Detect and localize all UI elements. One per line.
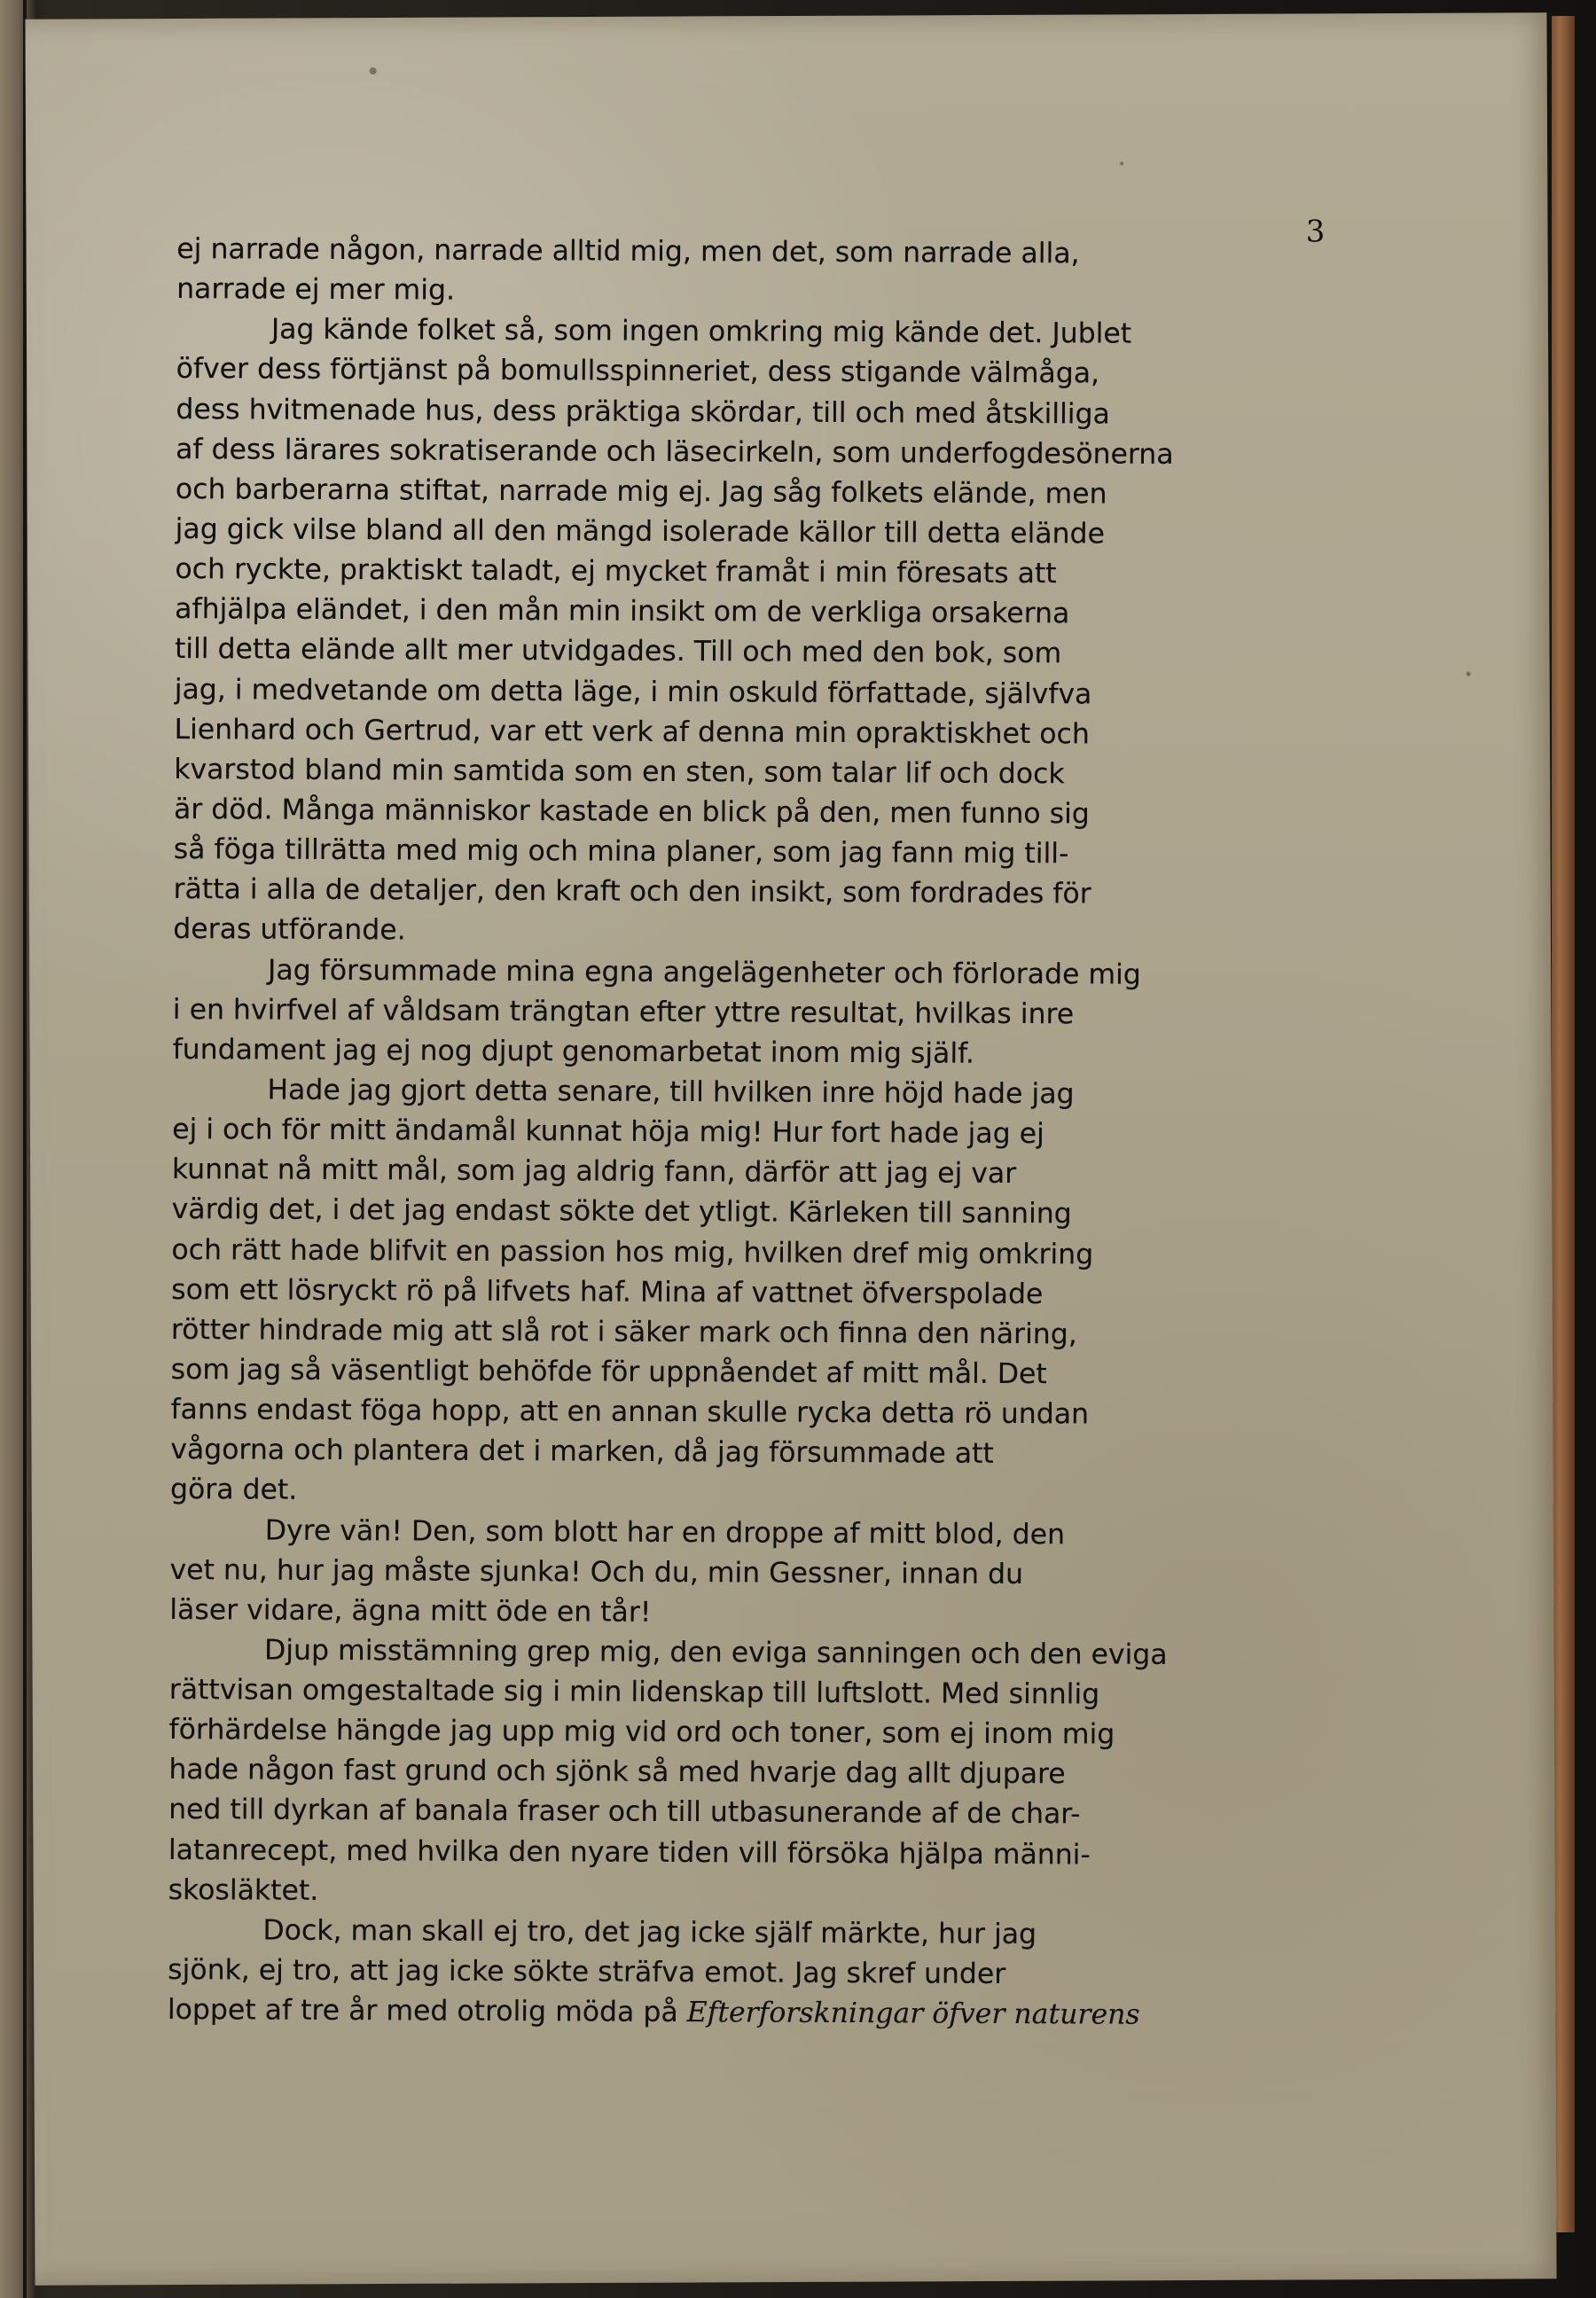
text-line: Jag försummade mina egna angelägenheter och förlorade mig [268,954,1141,991]
text-line: förhärdelse hängde jag upp mig vid ord och toner, som ej inom mig [168,1714,1115,1751]
text-line: afhjälpa eländet, i den mån min insikt om de verkliga orsakerna [175,593,1070,630]
text-line: rätta i alla de detaljer, den kraft och den insikt, som fordrades för [173,873,1091,911]
text-line: rättvisan omgestaltade sig i min lidenskap till luftslott. Med sinnlig [168,1674,1100,1711]
page-right-edge [1552,16,1575,2232]
page-number: 3 [1305,214,1326,250]
text-line: fundament jag ej nog djupt genomarbetat inom mig själf. [172,1033,975,1070]
text-line: och rätt hade blifvit en passion hos mig, hvilken dref mig omkring [171,1233,1094,1270]
text-line: ej i och för mitt ändamål kunnat höja mig! Hur fort hade jag ej [172,1114,1044,1151]
text-line: Dyre vän! Den, som blott har en droppe af mitt blod, den [264,1514,1066,1551]
text-line: sjönk, ej tro, att jag icke sökte sträfva emot. Jag skref under [168,1954,1006,1990]
text-line: så föga tillrätta med mig och mina planer, som jag fann mig till- [173,833,1069,871]
text-line: och ryckte, praktiskt taladt, ej mycket framåt i min föresats att [175,553,1057,590]
text-line: ned till dyrkan af banala fraser och till utbasunerande af de char- [168,1794,1081,1831]
paper-spot [1467,672,1471,676]
text-line: och barberarna stiftat, narrade mig ej. Jag såg folkets elände, men [175,473,1107,511]
text-line: hade någon fast grund och sjönk så med hvarje dag allt djupare [168,1754,1066,1791]
text-line: värdig det, i det jag endast sökte det ytligt. Kärleken till sanning [171,1193,1072,1231]
text-line: af dess lärares sokratiserande och läsecirkeln, som underfogdesönerna [176,433,1174,471]
text-line: till detta elände allt mer utvidgades. Till och med den bok, som [174,633,1062,670]
text-line: i en hvirfvel af våldsam trängtan efter yttre resultat, hvilkas inre [172,993,1075,1030]
text-line [168,1990,1345,2036]
text-line: jag, i medvetande om detta läge, i min oskuld författade, självfva [174,673,1092,710]
text-line: dess hvitmenade hus, dess präktiga skördar, till och med åtskilliga [176,393,1110,431]
text-line: ej narrade någon, narrade alltid mig, men det, som narrade alla, [176,233,1080,270]
text-line: deras utförande. [173,913,406,947]
text-line: Dock, man skall ej tro, det jag icke själf märkte, hur jag [262,1914,1037,1951]
text-line: rötter hindrade mig att slå rot i säker mark och finna den näring, [170,1313,1077,1351]
text-line: narrade ej mer mig. [176,273,456,307]
text-line: som ett lösryckt rö på lifvets haf. Mina af vattnet öfverspolade [171,1273,1044,1310]
text-line: jag gick vilse bland all den mängd isolerade källor till detta elände [175,512,1105,551]
text-line: Lienhard och Gertrud, var ett verk af denna min opraktiskhet och [174,713,1090,751]
text-line: är död. Många människor kastade en blick på den, men funno sig [173,793,1090,831]
text-line: latanrecept, med hvilka den nyare tiden vill försöka hjälpa männi- [168,1833,1091,1872]
text-line: göra det. [169,1473,298,1507]
body-text [168,230,1355,2036]
paper-spot [370,67,377,74]
italic-title: Efterforskningar öfver naturens [686,1997,1140,2031]
text-line: läser vidare, ägna mitt öde en tår! [169,1593,652,1629]
text-segment: loppet af tre år med otrolig möda på [167,1994,678,2029]
paper-spot [1120,161,1123,165]
text-line: Jag kände folket så, som ingen omkring mig kände det. Jublet [270,313,1132,350]
text-line: vågorna och plantera det i marken, då jag försummade att [170,1434,994,1471]
text-line: öfver dess förtjänst på bomullsspinneriet, dess stigande välmåga, [176,353,1100,390]
text-line: som jag så väsentligt behöfde för uppnåendet af mitt mål. Det [170,1353,1047,1391]
text-line: fanns endast föga hopp, att en annan skulle rycka detta rö undan [170,1394,1090,1431]
text-line: Djup misstämning grep mig, den eviga sanningen och den eviga [263,1634,1168,1671]
text-line: Hade jag gjort detta senare, till hvilken inre höjd hade jag [267,1074,1075,1111]
text-line: vet nu, hur jag måste sjunka! Och du, min Gessner, innan du [169,1553,1024,1591]
text-line: kunnat nå mitt mål, som jag aldrig fann, därför att jag ej var [171,1153,1017,1191]
text-line: skosläktet. [168,1873,319,1907]
text-line: kvarstod bland min samtida som en sten, som talar lif och dock [174,753,1065,791]
scanned-page [25,12,1556,2285]
